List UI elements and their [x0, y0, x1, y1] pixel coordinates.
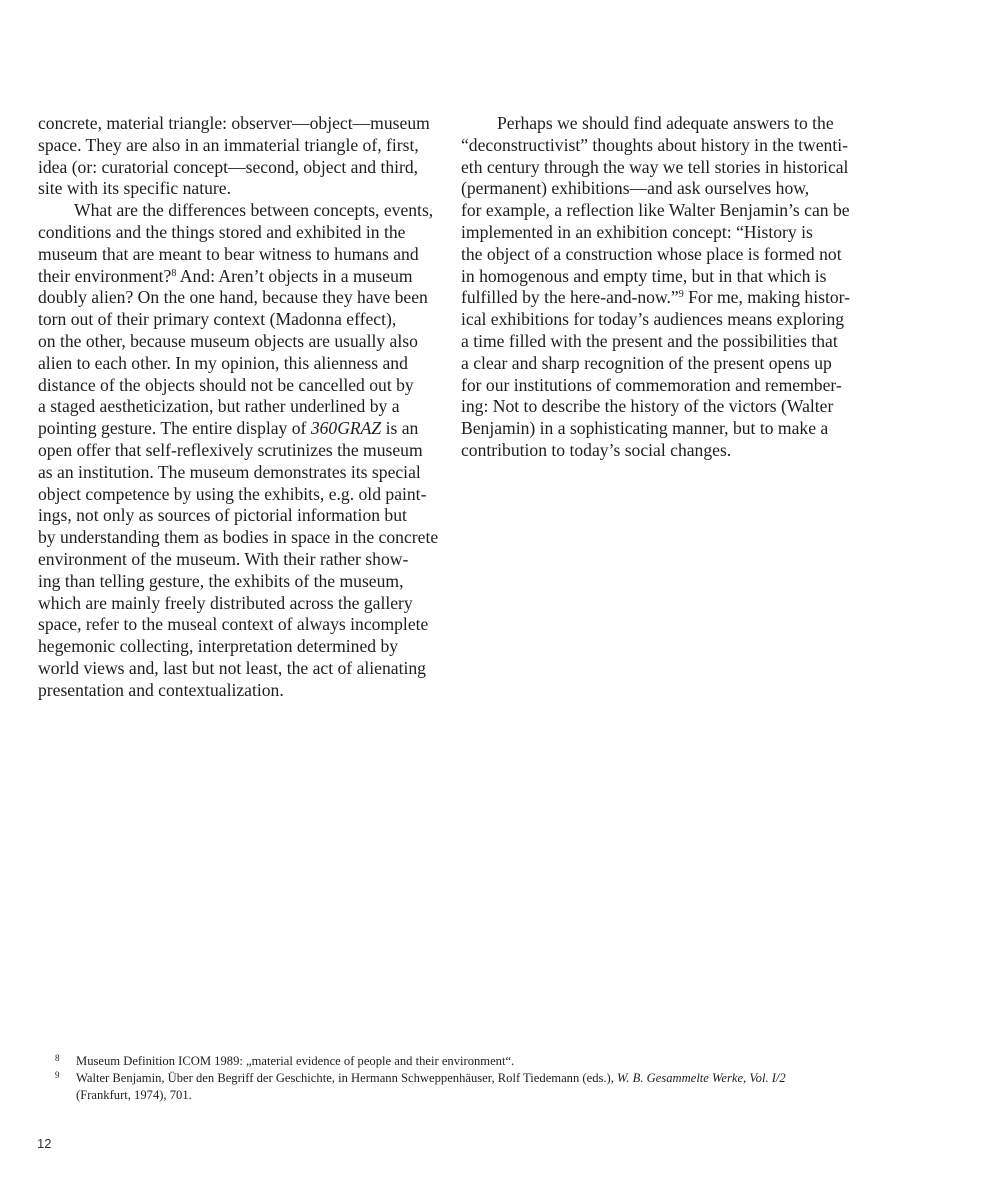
- page-number: 12: [37, 1136, 52, 1151]
- text-segment: For me, making histor-: [683, 287, 851, 308]
- footnote-8: [55, 1053, 855, 1070]
- text-line: “deconstructivist” thoughts about history in the twenti-: [461, 134, 848, 155]
- footnote-ref-8[interactable]: 8: [171, 267, 177, 279]
- text-line: the object of a construction whose place is formed not: [461, 243, 842, 264]
- text-segment: is an: [381, 418, 419, 439]
- text-line: ing: Not to describe the history of the victors (Walter: [461, 396, 834, 417]
- footnote-text: (Frankfurt, 1974), 701.: [76, 1087, 192, 1102]
- text-line: as an institution. The museum demonstrates its special: [38, 461, 421, 482]
- footnote-text: [76, 1070, 855, 1087]
- text-line: conditions and the things stored and exhibited in the: [38, 221, 406, 242]
- text-line: ings, not only as sources of pictorial information but: [38, 505, 407, 526]
- text-line: [38, 418, 430, 440]
- text-line: a time filled with the present and the possibilities that: [461, 330, 838, 351]
- text-line: concrete, material triangle: observer—object—museum: [38, 113, 430, 133]
- footnote-ref-9[interactable]: 9: [678, 289, 684, 301]
- text-line: ing than telling gesture, the exhibits of the museum,: [38, 570, 404, 591]
- text-line: presentation and contextualization.: [38, 679, 284, 700]
- text-line: on the other, because museum objects are usually also: [38, 330, 418, 351]
- text-line: museum that are meant to bear witness to humans and: [38, 243, 419, 264]
- text-line: a staged aestheticization, but rather underlined by a: [38, 396, 400, 417]
- footnote-text: Museum Definition ICOM 1989: „material evidence of people and their environment“.: [76, 1054, 515, 1068]
- text-line: in homogenous and empty time, but in that which is: [461, 265, 827, 286]
- text-segment: their environment?: [38, 265, 172, 286]
- text-line: doubly alien? On the one hand, because they have been: [38, 287, 428, 308]
- text-line: world views and, last but not least, the act of alienating: [38, 657, 426, 678]
- text-line: distance of the objects should not be cancelled out by: [38, 374, 414, 395]
- text-line: [461, 287, 861, 309]
- left-text-column: [38, 113, 439, 702]
- text-line: Benjamin) in a sophisticating manner, but to make a: [461, 418, 829, 439]
- text-line: for example, a reflection like Walter Benjamin’s can be: [461, 200, 850, 221]
- text-segment: fulfilled by the here-and-now.”: [461, 287, 679, 308]
- text-line: Perhaps we should find adequate answers to the: [497, 113, 834, 133]
- text-line: contribution to today’s social changes.: [461, 439, 732, 460]
- text-line: environment of the museum. With their rather show-: [38, 548, 409, 569]
- footnote-9: [55, 1070, 855, 1104]
- text-line: alien to each other. In my opinion, this alienness and: [38, 352, 408, 373]
- text-segment: Walter Benjamin, Über den Begriff der Geschichte, in Hermann Schweppenhäuser, Rolf Tiedemann (eds.),: [76, 1070, 618, 1085]
- text-line: eth century through the way we tell stories in historical: [461, 156, 849, 177]
- text-line: space. They are also in an immaterial triangle of, first,: [38, 134, 419, 155]
- text-line: open offer that self-reflexively scrutinizes the museum: [38, 439, 423, 460]
- footnotes: [55, 1053, 855, 1103]
- text-line: a clear and sharp recognition of the present opens up: [461, 352, 832, 373]
- book-title: W. B. Gesammelte Werke, Vol. I/2: [617, 1070, 786, 1085]
- text-line: object competence by using the exhibits, e.g. old paint-: [38, 483, 427, 504]
- footnote-number: 8: [55, 1053, 60, 1063]
- text-line: ical exhibitions for today’s audiences means exploring: [461, 309, 845, 330]
- footnote-number: 9: [55, 1069, 60, 1080]
- text-line: by understanding them as bodies in space in the concrete: [38, 527, 439, 548]
- exhibition-title: 360GRAZ: [310, 418, 382, 439]
- text-line: space, refer to the museal context of always incomplete: [38, 614, 429, 635]
- text-line: idea (or: curatorial concept—second, object and third,: [38, 156, 419, 177]
- text-line: for our institutions of commemoration and remember-: [461, 374, 842, 395]
- right-text-column: [461, 113, 861, 462]
- text-line: (permanent) exhibitions—and ask ourselves how,: [461, 178, 810, 199]
- text-line: implemented in an exhibition concept: “History is: [461, 221, 813, 242]
- text-line: which are mainly freely distributed across the gallery: [38, 592, 413, 613]
- text-line: torn out of their primary context (Madonna effect),: [38, 309, 397, 330]
- text-line: What are the differences between concepts, events,: [74, 200, 434, 221]
- text-segment: pointing gesture. The entire display of: [38, 418, 311, 439]
- text-line: hegemonic collecting, interpretation determined by: [38, 636, 399, 657]
- text-line: site with its specific nature.: [38, 178, 231, 199]
- text-segment: And: Aren’t objects in a museum: [176, 265, 413, 286]
- text-line: [38, 266, 430, 288]
